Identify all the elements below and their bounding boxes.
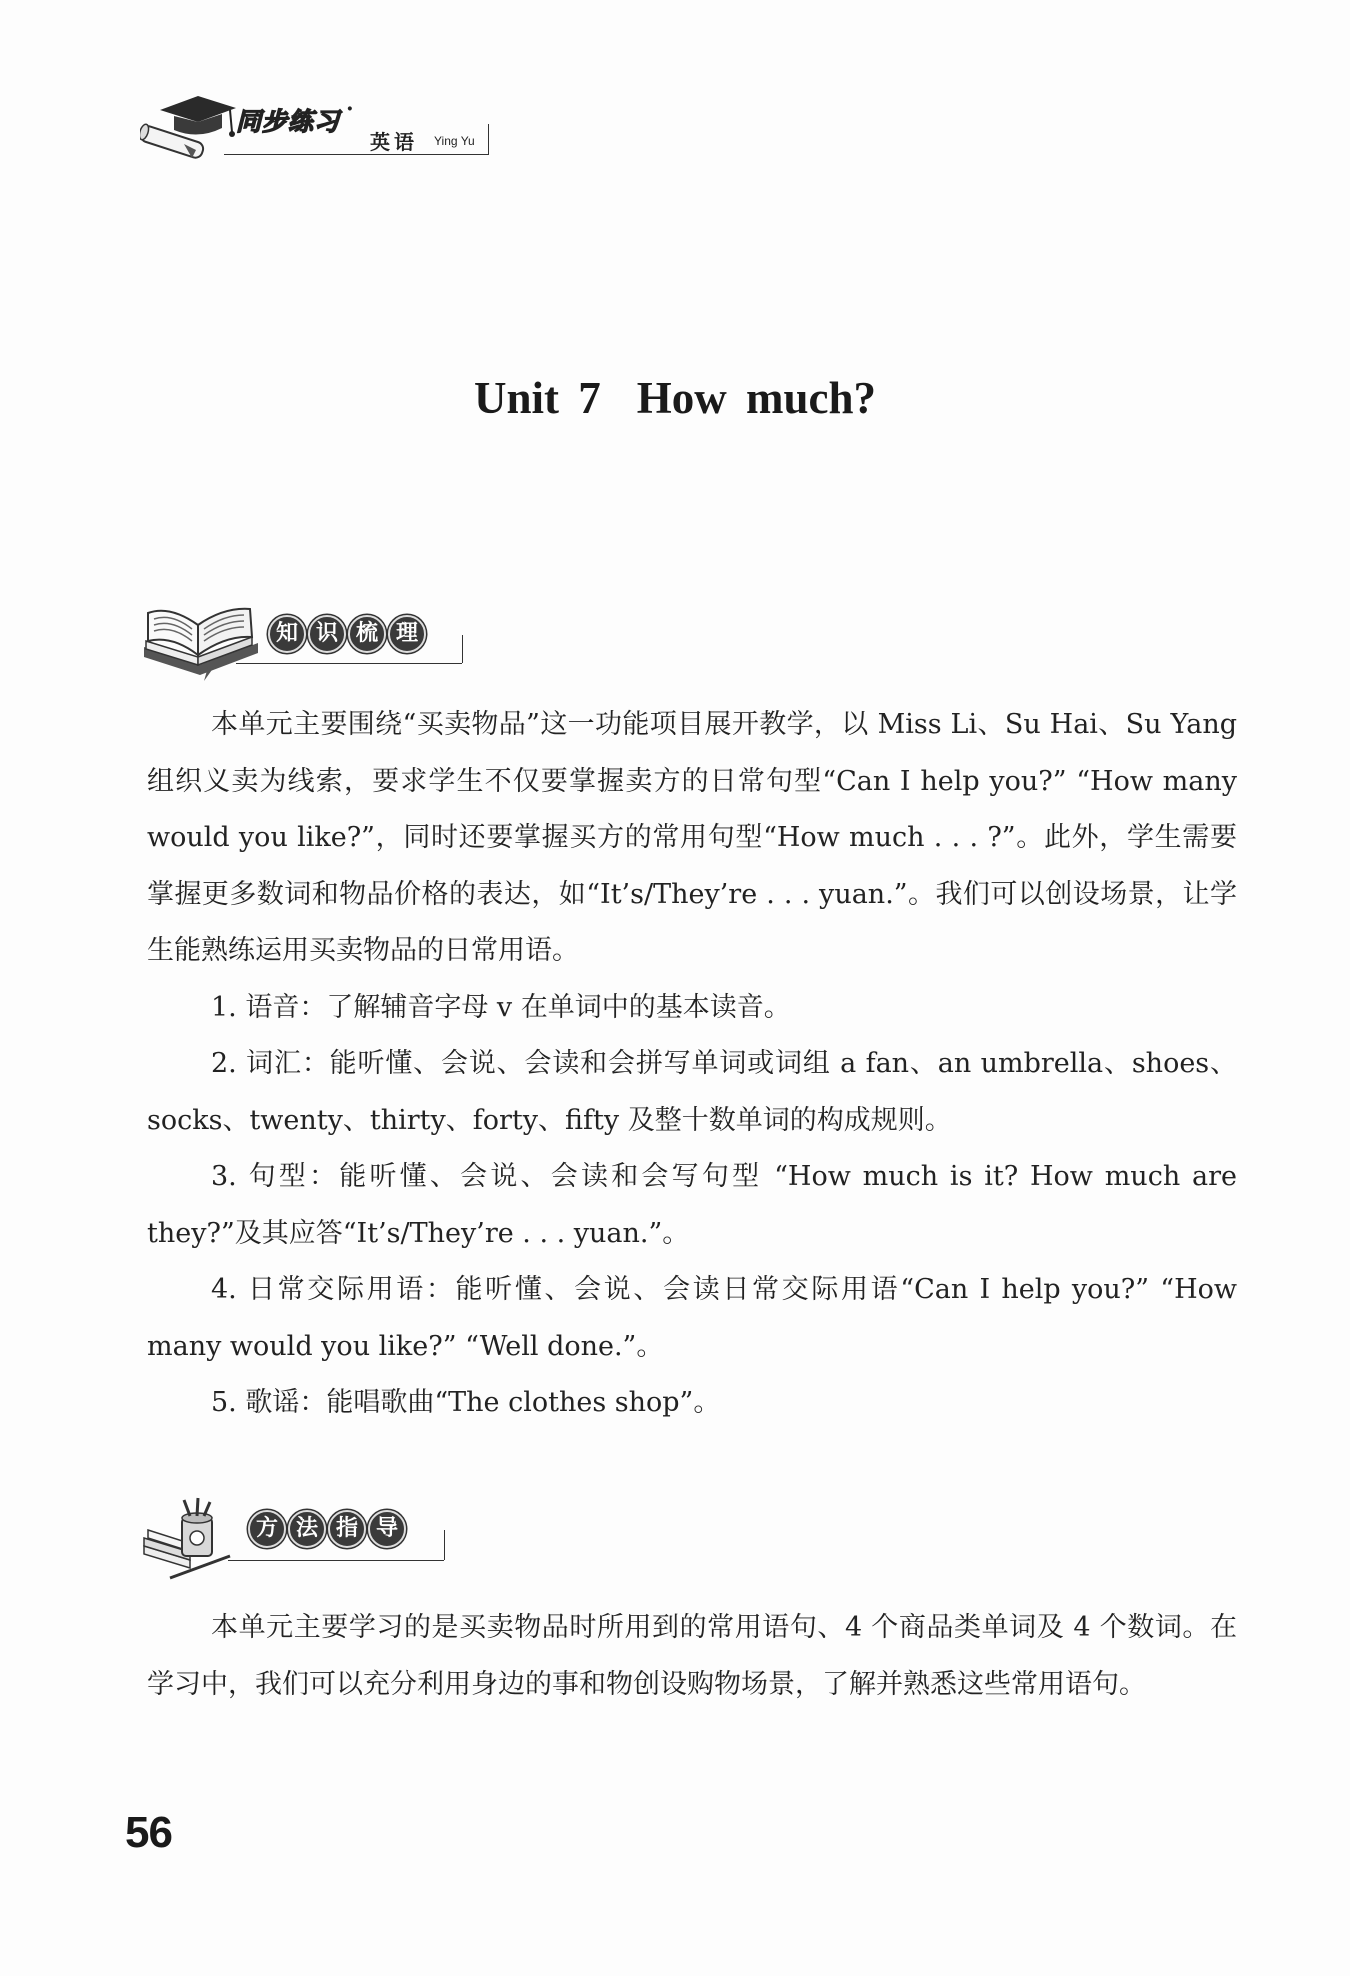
series-name: 同步练习 <box>236 107 341 136</box>
subject-pinyin: Ying Yu <box>434 134 475 148</box>
unit-title <box>0 372 1350 424</box>
heading-bracket <box>444 1530 445 1560</box>
list-item: 5. 歌谣：能唱歌曲“The clothes shop”。 <box>211 1387 721 1418</box>
header-bracket <box>488 124 489 155</box>
method-paragraph: 本单元主要学习的是买卖物品时所用到的常用语句、4 个商品类单词及 4 个数词。在学习中，我们可以充分利用身边的事和物创设购物场景，了解并熟悉这些常用语句。 <box>147 1612 1237 1700</box>
page-number: 56 <box>125 1808 172 1857</box>
unit-topic: How much? <box>636 373 877 423</box>
unit-number: Unit 7 <box>473 373 601 423</box>
intro-paragraph: 本单元主要围绕“买卖物品”这一功能项目展开教学，以 Miss Li、Su Hai、Su Yang 组织义卖为线索，要求学生不仅要掌握卖方的日常句型“Can I help you?” “How many would you like?”，同时还要掌握买方的常用句型“How much . . . ?”。此外，学生需要掌握更多数词和物品价格的表达，如“It’s/They’re . . . yuan.”。我们可以创设场景，让学生能熟练运用买卖物品的日常用语。 <box>147 709 1237 966</box>
heading-char: 梳 <box>348 615 386 653</box>
list-item: 2. 词汇：能听懂、会说、会读和会拼写单词或词组 a fan、an umbrella、shoes、socks、twenty、thirty、forty、fifty 及整十数单词的构成规则。 <box>147 1048 1237 1136</box>
page-header <box>140 88 500 168</box>
heading-bracket <box>462 635 463 663</box>
section-heading-method <box>140 1496 450 1586</box>
open-book-icon <box>140 595 260 685</box>
books-and-pencil-icon <box>140 1496 250 1586</box>
heading-char: 方 <box>248 1510 286 1548</box>
heading-char: 导 <box>368 1510 406 1548</box>
subject-name: 英语 <box>370 130 418 154</box>
list-item: 4. 日常交际用语：能听懂、会说、会读日常交际用语“Can I help you?” “How many would you like?” “Well done.”。 <box>147 1274 1237 1362</box>
list-item: 3. 句型：能听懂、会说、会读和会写句型 “How much is it? How much are they?”及其应答“It’s/They’re . . . yuan.”。 <box>147 1161 1237 1249</box>
separator-dot: · <box>346 96 354 122</box>
method-guidance-text <box>147 1600 1237 1713</box>
heading-char: 指 <box>328 1510 366 1548</box>
heading-underline <box>228 1560 444 1561</box>
list-item: 1. 语音：了解辅音字母 v 在单词中的基本读音。 <box>211 991 791 1023</box>
heading-underline <box>236 663 462 664</box>
section-heading-knowledge <box>140 595 470 685</box>
heading-char: 法 <box>288 1510 326 1548</box>
heading-char: 识 <box>308 615 346 653</box>
header-underline <box>224 154 488 155</box>
knowledge-summary-text <box>147 697 1237 1432</box>
heading-char: 理 <box>388 615 426 653</box>
graduation-cap-icon <box>140 88 240 168</box>
heading-char: 知 <box>268 615 306 653</box>
